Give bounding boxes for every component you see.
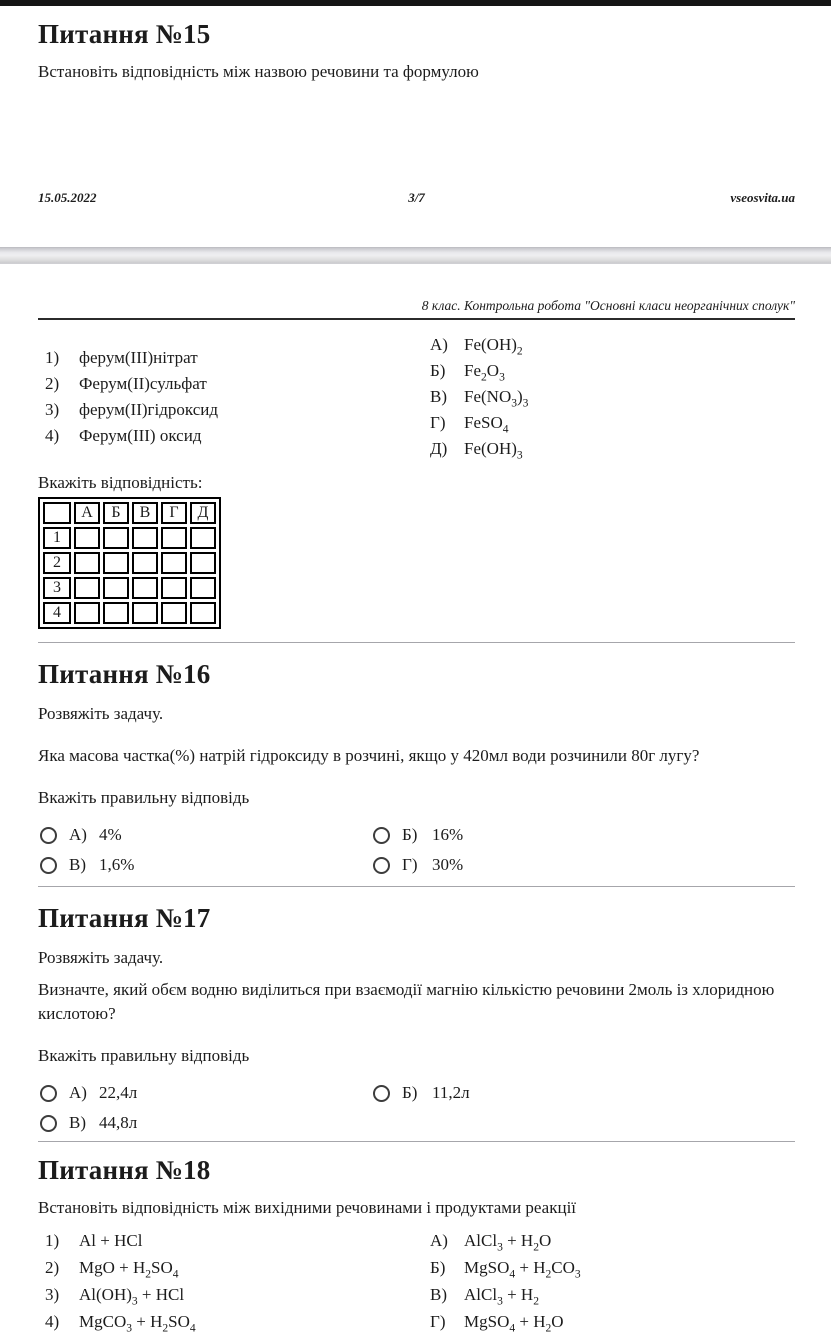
item-letter: Б)	[430, 1258, 446, 1277]
radio-button-icon[interactable]	[373, 827, 390, 844]
radio-button-icon[interactable]	[40, 1115, 57, 1132]
answer-cell	[161, 602, 187, 624]
list-item	[38, 347, 423, 368]
substance-name: Ферум(ІІІ) оксид	[79, 426, 202, 445]
q18-right-column	[423, 1230, 795, 1338]
list-item	[423, 386, 795, 410]
q18-matching-lists	[38, 1230, 795, 1338]
option-letter: Б)	[402, 825, 418, 844]
chemical-formula: $Fe_2O_3$	[464, 361, 505, 384]
list-item	[38, 399, 423, 420]
item-number: 2)	[45, 374, 60, 393]
item-letter: В)	[430, 1285, 447, 1304]
answer-cell	[74, 527, 100, 549]
column-header: А	[74, 502, 100, 524]
radio-button-icon[interactable]	[40, 857, 57, 874]
column-header: В	[132, 502, 158, 524]
item-letter: А)	[430, 335, 448, 354]
q17-question: Визначте, який обєм водню виділиться при взаємодії магнію кількістю речовини 2моль із хлоридною кислотою?	[38, 980, 775, 1023]
answer-cell	[190, 577, 216, 599]
q17-choose-label: Вкажіть правильну відповідь	[38, 1046, 250, 1065]
q18-left-column	[38, 1230, 423, 1338]
q18-prompt: Встановіть відповідність між вихідними речовинами і продуктами реакції	[38, 1198, 577, 1217]
chemical-formula: MgSO$_4$ + $H_2CO_3$	[464, 1258, 581, 1281]
list-item	[423, 1257, 795, 1281]
option-value: 30%	[432, 855, 464, 874]
list-item	[38, 425, 423, 446]
chemical-formula: AlCl$_3$ + $H_2$	[464, 1285, 539, 1308]
section-divider	[38, 642, 795, 643]
row-header: 4	[43, 602, 71, 624]
answer-cell	[103, 602, 129, 624]
table-header-row	[43, 502, 216, 524]
q16-question: Яка масова частка(%) натрій гідроксиду в розчині, якщо у 420мл води розчинили 80г лугу?	[38, 746, 700, 765]
answer-cell	[103, 527, 129, 549]
substance-name: ферум(ІІ)гідроксид	[79, 400, 218, 419]
item-letter: В)	[430, 387, 447, 406]
chemical-formula: MgCO$_3$ + $H_2SO_4$	[79, 1312, 196, 1335]
list-item	[423, 360, 795, 384]
column-header: Г	[161, 502, 187, 524]
list-item	[423, 1311, 795, 1335]
answer-cell	[103, 577, 129, 599]
item-number: 4)	[45, 1312, 60, 1331]
footer-page-number: 3/7	[408, 190, 425, 205]
option-letter: В)	[69, 1113, 86, 1132]
item-number: 1)	[45, 1231, 60, 1250]
chemical-formula: $Fe(OH)_2$	[464, 335, 523, 358]
q16-option-b[interactable]	[371, 824, 795, 846]
option-value: 11,2л	[432, 1083, 470, 1102]
q15-match-instruction: Вкажіть відповідність:	[38, 473, 203, 492]
answer-cell	[132, 527, 158, 549]
document-header-note: 8 клас. Контрольна робота "Основні класи неорганічних сполук"	[38, 297, 795, 320]
footer-site-name: vseosvita.ua	[730, 190, 795, 205]
list-item	[38, 373, 423, 394]
q17-option-v[interactable]	[38, 1112, 371, 1134]
top-bar	[0, 0, 831, 6]
section-divider	[38, 1141, 795, 1142]
q17-option-b[interactable]	[371, 1082, 795, 1104]
list-item	[423, 438, 795, 462]
item-number: 1)	[45, 348, 60, 367]
answer-cell	[132, 552, 158, 574]
answer-cell	[161, 527, 187, 549]
table-row	[43, 527, 216, 549]
answer-cell	[74, 577, 100, 599]
table-row	[43, 552, 216, 574]
q18-section	[38, 1154, 795, 1338]
chemical-formula: AlCl$_3$ + $H_2O$	[464, 1231, 552, 1254]
radio-button-icon[interactable]	[40, 827, 57, 844]
list-item	[423, 1284, 795, 1308]
q16-options	[38, 824, 795, 876]
option-letter: Б)	[402, 1083, 418, 1102]
answer-cell	[190, 602, 216, 624]
option-letter: В)	[69, 855, 86, 874]
item-letter: Г)	[430, 413, 446, 432]
q18-title: Питання №18	[38, 1155, 211, 1185]
table-row	[43, 602, 216, 624]
substance-name: Ферум(ІІ)сульфат	[79, 374, 207, 393]
answer-cell	[132, 602, 158, 624]
item-number: 2)	[45, 1258, 60, 1277]
list-item	[423, 412, 795, 436]
q16-section	[38, 658, 795, 876]
q15-header-section	[0, 18, 831, 206]
q16-choose-label: Вкажіть правильну відповідь	[38, 788, 250, 807]
radio-button-icon[interactable]	[373, 857, 390, 874]
item-letter: Г)	[430, 1312, 446, 1331]
answer-cell	[161, 577, 187, 599]
answer-cell	[190, 527, 216, 549]
q16-option-a[interactable]	[38, 824, 371, 846]
table-row	[43, 577, 216, 599]
chemical-formula: MgO + $H_2SO_4$	[79, 1258, 179, 1281]
option-value: 22,4л	[99, 1083, 138, 1102]
chemical-formula: $Fe(NO_3)_3$	[464, 387, 529, 410]
q15-prompt: Встановіть відповідність між назвою речовини та формулою	[38, 62, 479, 81]
option-value: 4%	[99, 825, 122, 844]
q15-right-column	[423, 334, 795, 464]
section-divider	[38, 886, 795, 887]
q17-task-label: Розвяжіть задачу.	[38, 948, 164, 967]
option-letter: А)	[69, 825, 87, 844]
option-value: 16%	[432, 825, 464, 844]
option-value: 1,6%	[99, 855, 135, 874]
answer-cell	[132, 577, 158, 599]
q17-options	[38, 1082, 795, 1134]
answer-cell	[190, 552, 216, 574]
list-item	[38, 1230, 423, 1251]
q15-left-column	[38, 347, 423, 451]
q17-section	[38, 902, 795, 1134]
chemical-formula: $Al(OH)_3$ + HCl	[79, 1285, 185, 1308]
list-item	[38, 1284, 423, 1308]
item-letter: Б)	[430, 361, 446, 380]
list-item	[38, 1257, 423, 1281]
chemical-formula: FeSO$_4$	[464, 413, 509, 436]
footer-date: 15.05.2022	[38, 190, 97, 205]
column-header: Б	[103, 502, 129, 524]
item-number: 4)	[45, 426, 60, 445]
chemical-formula: MgSO$_4$ + $H_2O$	[464, 1312, 564, 1335]
list-item	[38, 1311, 423, 1335]
q16-task-label: Розвяжіть задачу.	[38, 704, 164, 723]
row-header: 1	[43, 527, 71, 549]
option-value: 44,8л	[99, 1113, 138, 1132]
answer-cell	[74, 602, 100, 624]
radio-button-icon[interactable]	[373, 1085, 390, 1102]
substance-name: ферум(ІІІ)нітрат	[79, 348, 198, 367]
radio-button-icon[interactable]	[40, 1085, 57, 1102]
answer-cell	[74, 552, 100, 574]
corner-cell	[43, 502, 71, 524]
item-number: 3)	[45, 400, 60, 419]
q16-title: Питання №16	[38, 659, 211, 689]
answer-cell	[161, 552, 187, 574]
list-item	[423, 1230, 795, 1254]
option-letter: А)	[69, 1083, 87, 1102]
item-letter: А)	[430, 1231, 448, 1250]
q16-option-g[interactable]	[371, 854, 795, 876]
page-footer	[38, 190, 795, 206]
option-letter: Г)	[402, 855, 418, 874]
row-header: 3	[43, 577, 71, 599]
q15-title: Питання №15	[38, 19, 211, 49]
chemical-formula: Al + HCl	[79, 1231, 143, 1250]
q15-answer-grid	[38, 497, 221, 629]
chemical-formula: $Fe(OH)_3$	[464, 439, 523, 462]
q15-matching-lists	[38, 334, 795, 464]
item-number: 3)	[45, 1285, 60, 1304]
column-header: Д	[190, 502, 216, 524]
q17-title: Питання №17	[38, 903, 211, 933]
answer-cell	[103, 552, 129, 574]
row-header: 2	[43, 552, 71, 574]
page-separator	[0, 247, 831, 264]
item-letter: Д)	[430, 439, 448, 458]
q17-option-a[interactable]	[38, 1082, 371, 1104]
list-item	[423, 334, 795, 358]
q16-option-v[interactable]	[38, 854, 371, 876]
